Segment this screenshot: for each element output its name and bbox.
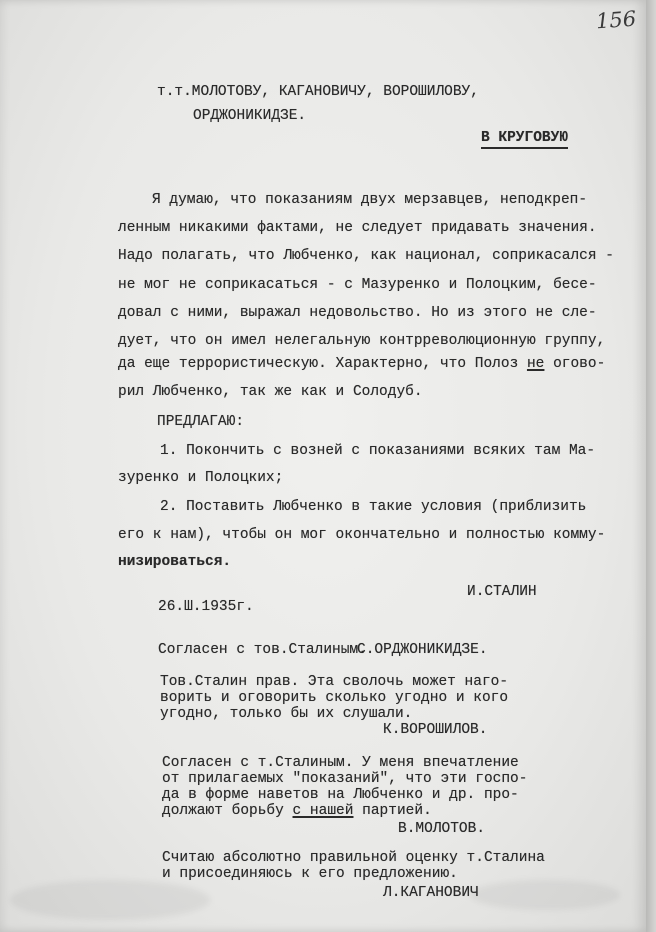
body-line: Надо полагать, что Любченко, как национал, соприкасался - [118,248,614,264]
author-signature: И.СТАЛИН [467,584,537,600]
body-line: рил Любченко, так же как и Солодуб. [118,384,423,400]
resolution-ordzhonikidze-signature: С.ОРДЖОНИКИДЗЕ. [357,642,488,658]
paper-smudge [10,880,210,920]
resolution-molotov-line: да в форме наветов на Любченко и др. про- [162,787,519,803]
resolution-ordzhonikidze-text: Согласен с тов.Сталиным. [158,642,367,658]
resolution-text: должают борьбу [162,803,293,819]
circulation-note: В КРУГОВУЮ [481,130,568,149]
addressee-line-1: т.т.МОЛОТОВУ, КАГАНОВИЧУ, ВОРОШИЛОВУ, [157,84,479,100]
resolution-molotov-signature: В.МОЛОТОВ. [398,821,486,837]
body-text: да еще террористическую. Характерно, что Полоз [118,356,527,372]
addressee-line-2: ОРДЖОНИКИДЗЕ. [193,108,307,124]
resolution-voroshilov-line: угодно, только бы их слушали. [160,706,413,722]
body-line: дует, что он имел нелегальную контрреволюционную группу, [118,333,606,349]
resolution-kaganovich-line: и присоединяюсь к его предложению. [162,866,458,882]
proposal-item-2-line: 2. Поставить Любченко в такие условия (приблизить [160,499,587,515]
proposals-heading: ПРЕДЛАГАЮ: [157,414,245,430]
resolution-kaganovich-line: Считаю абсолютно правильной оценку т.Сталина [162,850,545,866]
resolution-kaganovich-signature: Л.КАГАНОВИЧ [383,885,479,901]
underlined-phrase: с нашей [292,803,354,819]
body-line: ленным никакими фактами, не следует придавать значения. [118,220,597,236]
resolution-molotov-line: от прилагаемых "показаний", что эти госпо- [162,771,528,787]
body-line: Я думаю, что показаниям двух мерзавцев, неподкреп- [152,192,588,208]
proposal-item-2-line: его к нам), чтобы он мог окончательно и полностью комму- [118,527,606,543]
paper-smudge [470,880,620,910]
body-text: огово- [544,356,606,372]
body-line: не мог не соприкасаться - с Мазуренко и Полоцким, бесе- [118,277,597,293]
body-line: довал с ними, выражал недовольство. Но из этого не сле- [118,305,597,321]
resolution-molotov-line [162,802,432,820]
resolution-text: партией. [353,803,432,819]
resolution-voroshilov-signature: К.ВОРОШИЛОВ. [383,722,488,738]
proposal-item-1-line: 1. Покончить с возней с показаниями всяких там Ма- [160,443,596,459]
underlined-word: не [526,356,545,372]
body-line [118,355,605,373]
resolution-molotov-line: Согласен с т.Сталиным. У меня впечатление [162,755,519,771]
page-edge [646,0,656,932]
page-number: 156 [595,6,637,34]
resolution-voroshilov-line: ворить и оговорить сколько угодно и кого [160,690,509,706]
proposal-item-2-line: низироваться. [118,554,232,570]
resolution-voroshilov-line: Тов.Сталин прав. Эта сволочь может наго- [160,674,509,690]
document-date: 26.Ш.1935г. [158,599,254,615]
proposal-item-1-line: зуренко и Полоцких; [118,470,284,486]
